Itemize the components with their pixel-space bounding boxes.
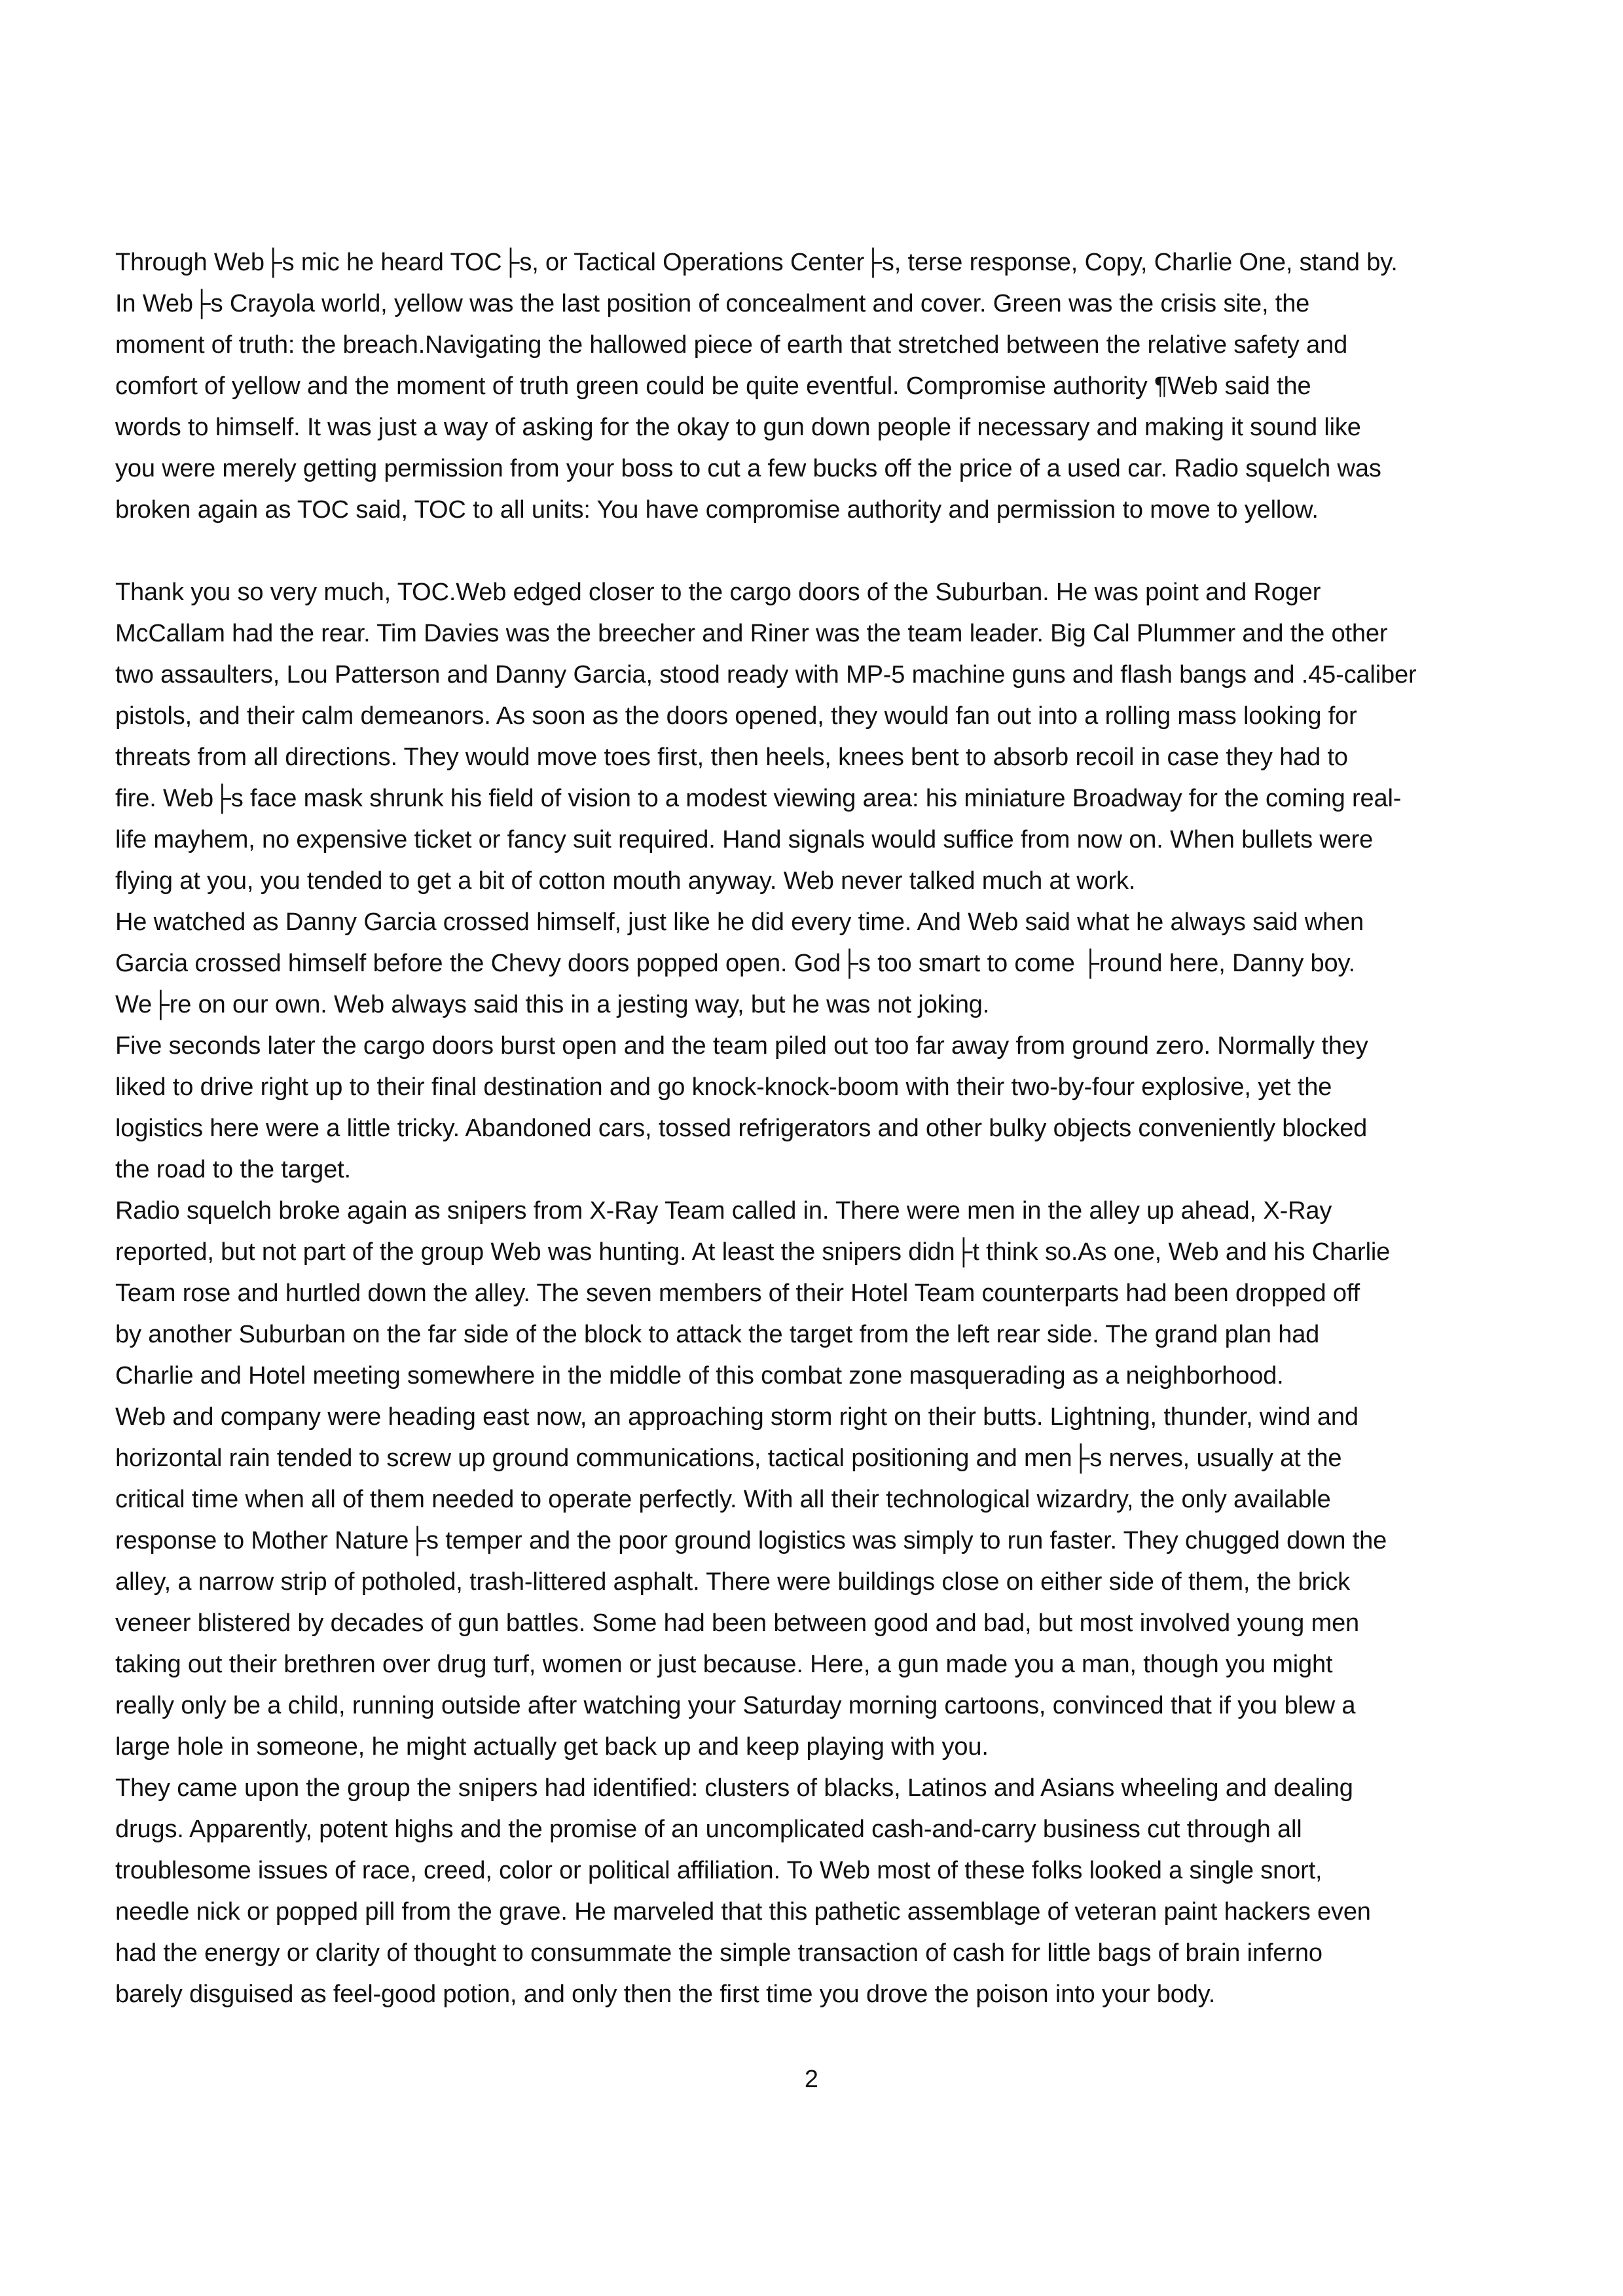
text-line: They came upon the group the snipers had identified: clusters of blacks, Latinos and Asians wheeling and dealing [115, 1774, 1353, 1802]
text-line: Team rose and hurtled down the alley. The seven members of their Hotel Team counterparts had been dropped off [115, 1280, 1360, 1307]
text-line: critical time when all of them needed to operate perfectly. With all their technological wizardry, the only available [115, 1486, 1331, 1513]
text-line: comfort of yellow and the moment of truth green could be quite eventful. Compromise authority ¶Web said the [115, 372, 1311, 400]
text-line: reported, but not part of the group Web was hunting. At least the snipers didn├t think so.As one, Web and his Charlie [115, 1238, 1391, 1266]
text-line: drugs. Apparently, potent highs and the promise of an uncomplicated cash-and-carry business cut through all [115, 1816, 1302, 1843]
text-line: really only be a child, running outside after watching your Saturday morning cartoons, convinced that if you blew a [115, 1692, 1356, 1719]
text-line: words to himself. It was just a way of asking for the okay to gun down people if necessary and making it sound like [115, 414, 1361, 441]
text-line: McCallam had the rear. Tim Davies was the breecher and Riner was the team leader. Big Cal Plummer and the other [115, 620, 1388, 647]
paragraph-2 [115, 572, 1516, 2015]
text-line: broken again as TOC said, TOC to all units: You have compromise authority and permission to move to yellow. [115, 496, 1319, 524]
text-line: Five seconds later the cargo doors burst open and the team piled out too far away from ground zero. Normally they [115, 1032, 1368, 1060]
text-line: you were merely getting permission from your boss to cut a few bucks off the price of a used car. Radio squelch was [115, 455, 1381, 482]
text-line: taking out their brethren over drug turf, women or just because. Here, a gun made you a man, though you might [115, 1651, 1333, 1678]
paragraph-gap [115, 531, 1516, 572]
text-line: alley, a narrow strip of potholed, trash-littered asphalt. There were buildings close on either side of them, the brick [115, 1568, 1350, 1596]
text-line: liked to drive right up to their final destination and go knock-knock-boom with their two-by-four explosive, yet the [115, 1073, 1332, 1101]
page-number: 2 [804, 2066, 819, 2093]
text-line: We├re on our own. Web always said this in a jesting way, but he was not joking. [115, 991, 990, 1018]
text-line: Thank you so very much, TOC.Web edged closer to the cargo doors of the Suburban. He was point and Roger [115, 579, 1321, 606]
text-line: needle nick or popped pill from the grave. He marveled that this pathetic assemblage of veteran paint hackers even [115, 1898, 1371, 1926]
text-line: threats from all directions. They would move toes first, then heels, knees bent to absorb recoil in case they had to [115, 744, 1348, 771]
text-line: Through Web├s mic he heard TOC├s, or Tactical Operations Center├s, terse response, Copy, Charlie One, stand by. [115, 249, 1398, 276]
text-line: In Web├s Crayola world, yellow was the last position of concealment and cover. Green was the crisis site, the [115, 290, 1310, 317]
text-line: Charlie and Hotel meeting somewhere in the middle of this combat zone masquerading as a neighborhood. [115, 1362, 1284, 1390]
text-line: two assaulters, Lou Patterson and Danny Garcia, stood ready with MP-5 machine guns and flash bangs and .45-caliber [115, 661, 1417, 689]
paragraph-1 [115, 242, 1516, 531]
text-line: He watched as Danny Garcia crossed himself, just like he did every time. And Web said what he always said when [115, 908, 1364, 936]
text-line: moment of truth: the breach.Navigating the hallowed piece of earth that stretched between the relative safety and [115, 331, 1348, 359]
text-line: fire. Web├s face mask shrunk his field of vision to a modest viewing area: his miniature Broadway for the coming real- [115, 785, 1402, 812]
text-line: barely disguised as feel-good potion, and only then the first time you drove the poison into your body. [115, 1981, 1216, 2008]
text-line: Radio squelch broke again as snipers from X-Ray Team called in. There were men in the alley up ahead, X-Ray [115, 1197, 1332, 1225]
text-line: flying at you, you tended to get a bit of cotton mouth anyway. Web never talked much at work. [115, 867, 1136, 895]
text-line: the road to the target. [115, 1156, 351, 1183]
text-line: life mayhem, no expensive ticket or fancy suit required. Hand signals would suffice from now on. When bullets were [115, 826, 1374, 853]
text-line: by another Suburban on the far side of the block to attack the target from the left rear side. The grand plan had [115, 1321, 1320, 1348]
body-text [115, 242, 1516, 2015]
text-line: troublesome issues of race, creed, color or political affiliation. To Web most of these folks looked a single snort, [115, 1857, 1322, 1884]
text-line: Garcia crossed himself before the Chevy doors popped open. God├s too smart to come ├round here, Danny boy. [115, 950, 1355, 977]
text-line: Web and company were heading east now, an approaching storm right on their butts. Lightning, thunder, wind and [115, 1403, 1359, 1431]
text-line: horizontal rain tended to screw up ground communications, tactical positioning and men├s nerves, usually at the [115, 1444, 1342, 1472]
text-line: logistics here were a little tricky. Abandoned cars, tossed refrigerators and other bulky objects conveniently blocked [115, 1115, 1368, 1142]
text-line: response to Mother Nature├s temper and the poor ground logistics was simply to run faster. They chugged down the [115, 1527, 1387, 1554]
text-line: pistols, and their calm demeanors. As soon as the doors opened, they would fan out into a rolling mass looking for [115, 702, 1357, 730]
text-line: veneer blistered by decades of gun battles. Some had been between good and bad, but most involved young men [115, 1609, 1360, 1637]
text-line: large hole in someone, he might actually get back up and keep playing with you. [115, 1733, 989, 1761]
text-line: had the energy or clarity of thought to consummate the simple transaction of cash for little bags of brain inferno [115, 1939, 1322, 1967]
